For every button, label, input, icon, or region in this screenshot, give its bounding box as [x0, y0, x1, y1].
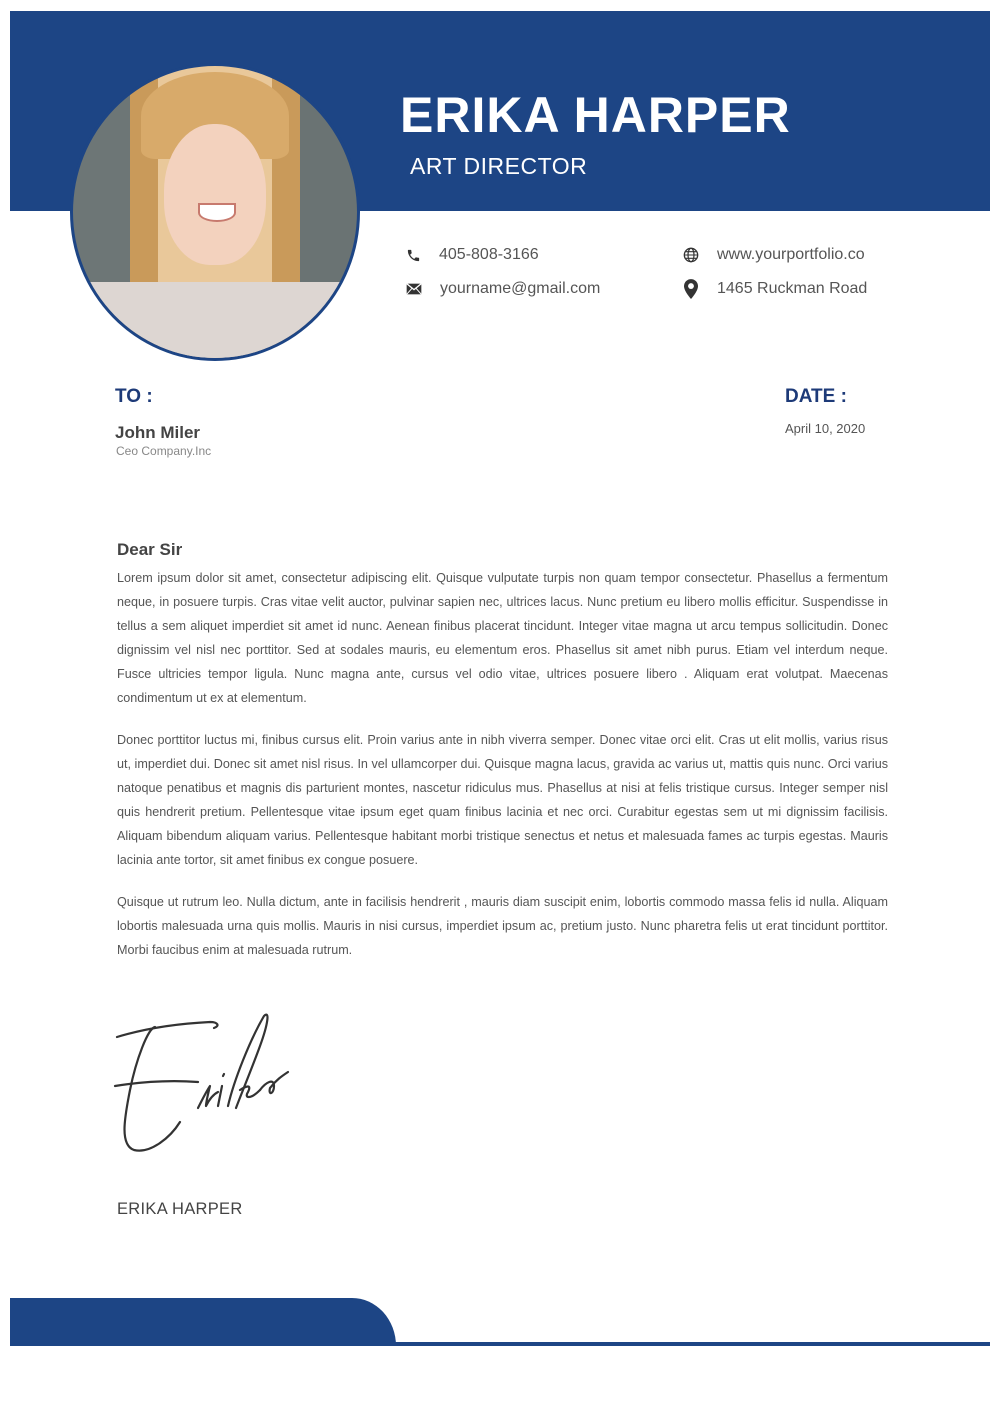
- letter-paragraph-3: Quisque ut rutrum leo. Nulla dictum, ante in facilisis hendrerit , mauris diam suscipit enim, lobortis commodo massa felis id nulla. Aliquam lobortis malesuada urna quis mollis. Mauris in nisi cursus, imperdiet ipsum ac, pretium justo. Nunc pharetra felis ut erat tincidunt porttitor. Morbi faucibus enim at malesuada rutrum.: [117, 895, 888, 957]
- phone-value: 405-808-3166: [439, 246, 539, 263]
- photo-face: [164, 124, 266, 264]
- contact-website: [683, 246, 865, 264]
- contact-address: [683, 280, 867, 298]
- applicant-name: ERIKA HARPER: [400, 87, 791, 143]
- phone-icon: [405, 247, 421, 263]
- photo-shirt: [73, 282, 357, 358]
- letter-paragraph-2: Donec porttitor luctus mi, finibus cursus elit. Proin varius ante in nibh viverra semper. Donec vitae orci elit. Cras ut elit mollis, varius risus ut, imperdiet dui. Donec sit amet nisl risus. In vel ullamcorper dui. Quisque magna lacus, gravida ac varius ut, mattis quis nunc. Orci varius natoque penatibus et magnis dis parturient montes, nascetur ridiculus mus. Phasellus at nisi at felis tristique cursus. Integer semper nisl quis hendrerit pretium. Pellentesque vitae ipsum eget quam finibus lacinia et nec orci. Curabitur egestas sem ut mi dignissim facilisis. Aliquam bibendum aliquam varius. Pellentesque habitant morbi tristique senectus et netus et malesuada fames ac turpis egestas. Mauris lacinia ante tortor, sit amet finibus ex congue posuere.: [117, 733, 888, 867]
- signature-graphic: [110, 1010, 300, 1160]
- location-pin-icon: [683, 281, 699, 297]
- applicant-title: ART DIRECTOR: [410, 153, 588, 179]
- signature-printed-name: ERIKA HARPER: [117, 1200, 243, 1218]
- to-label: TO :: [115, 386, 153, 407]
- contact-email: [406, 280, 600, 298]
- date-label: DATE :: [785, 386, 847, 407]
- address-value: 1465 Ruckman Road: [717, 280, 868, 297]
- profile-photo: [70, 63, 360, 361]
- website-value[interactable]: www.yourportfolio.co: [717, 246, 865, 263]
- footer-accent-block: [10, 1298, 396, 1346]
- contact-phone: [405, 246, 539, 264]
- recipient-company: Ceo Company.Inc: [116, 444, 212, 458]
- greeting: Dear Sir: [117, 540, 183, 559]
- photo-smile: [198, 203, 236, 222]
- recipient-name: John Miler: [115, 423, 201, 442]
- mail-icon: [406, 281, 422, 297]
- footer-accent-line: [330, 1342, 990, 1346]
- email-value[interactable]: yourname@gmail.com: [440, 280, 601, 297]
- letter-paragraph-1: Lorem ipsum dolor sit amet, consectetur adipiscing elit. Quisque vulputate turpis non quam tempor consectetur. Phasellus a fermentum neque, in posuere turpis. Cras vitae velit auctor, pulvinar sapien nec, ultrices lacus. Nunc pretium eu libero mollis efficitur. Suspendisse in tellus a sem aliquet imperdiet sit amet id nunc. Aenean finibus placerat tincidunt. Integer vitae magna ut arcu tempus sollicitudin. Donec dignissim vel nisl nec porttitor. Sed at sodales mauris, eu elementum eros. Phasellus sit amet nibh purus. Etiam vel interdum neque. Fusce ultricies tempor ligula. Nunc magna ante, cursus vel odio vitae, ultrices posuere libero . Aliquam erat volutpat. Maecenas condimentum ut ex at elementum.: [117, 571, 888, 705]
- date-value: April 10, 2020: [785, 421, 866, 436]
- globe-icon: [683, 247, 699, 263]
